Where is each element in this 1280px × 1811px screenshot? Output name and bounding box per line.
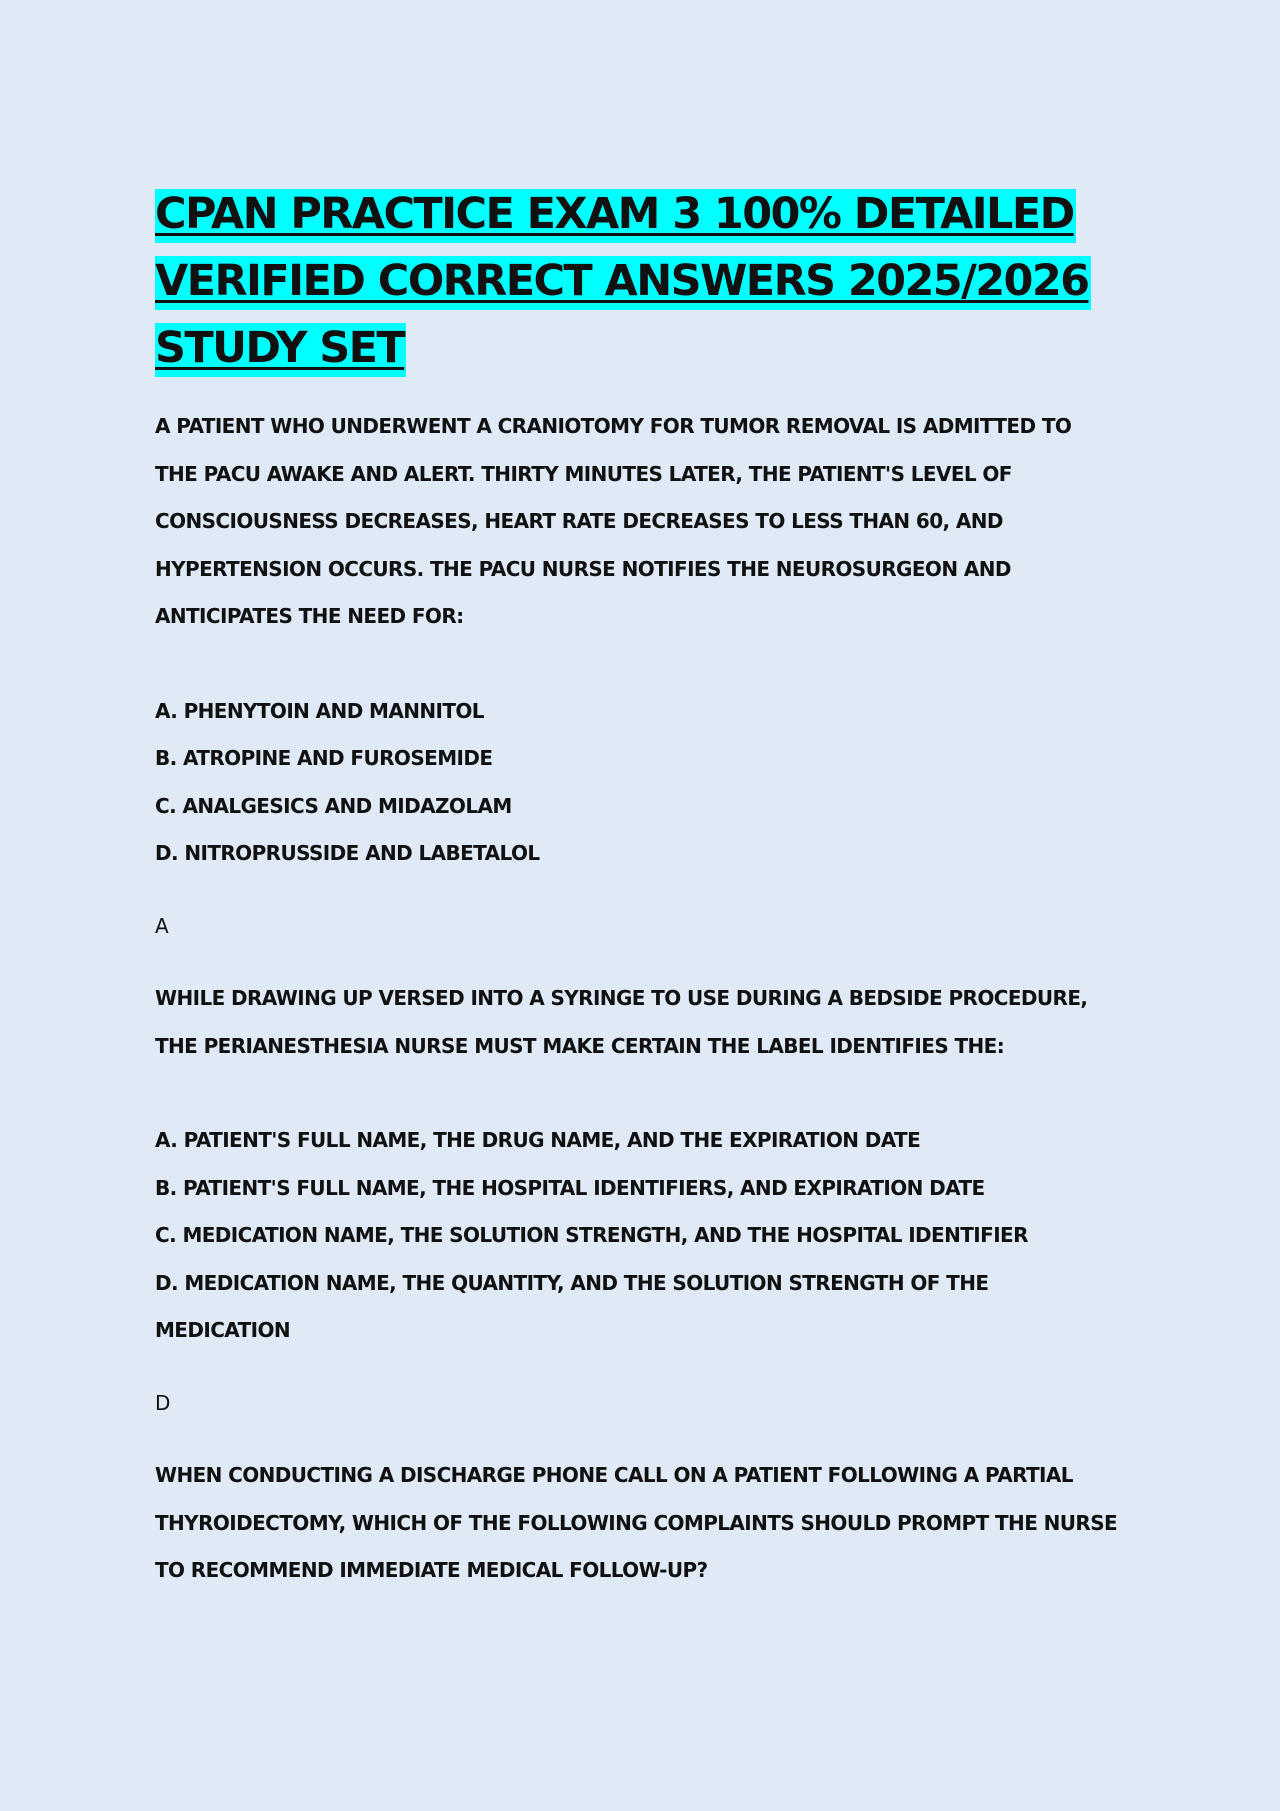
option-b: B. PATIENT'S FULL NAME, THE HOSPITAL IDENTIFIERS, AND EXPIRATION DATE [155,1175,985,1200]
option-d-continued: MEDICATION [155,1318,291,1342]
option-d: D. NITROPRUSSIDE AND LABETALOL [155,841,540,865]
stem-line: THE PACU AWAKE AND ALERT. THIRTY MINUTES LATER, THE PATIENT'S LEVEL OF [155,461,1012,486]
stem-line: WHEN CONDUCTING A DISCHARGE PHONE CALL ON A PATIENT FOLLOWING A PARTIAL [155,1463,1073,1487]
question-2-stem [155,975,1155,1070]
stem-line: CONSCIOUSNESS DECREASES, HEART RATE DECREASES TO LESS THAN 60, AND [155,509,1003,533]
stem-line: WHILE DRAWING UP VERSED INTO A SYRINGE TO USE DURING A BEDSIDE PROCEDURE, [155,986,1088,1010]
option-b: B. ATROPINE AND FUROSEMIDE [155,746,493,770]
option-c: C. MEDICATION NAME, THE SOLUTION STRENGTH, AND THE HOSPITAL IDENTIFIER [155,1223,1028,1247]
title-line: CPAN PRACTICE EXAM 3 100% DETAILED [155,181,1155,248]
question-3-stem [155,1452,1155,1595]
question-1-answer: A [155,913,169,938]
option-a: A. PHENYTOIN AND MANNITOL [155,698,484,723]
stem-line: ANTICIPATES THE NEED FOR: [155,604,464,628]
title-line: VERIFIED CORRECT ANSWERS 2025/2026 [155,248,1155,315]
stem-line: THE PERIANESTHESIA NURSE MUST MAKE CERTAIN THE LABEL IDENTIFIES THE: [155,1033,1005,1058]
stem-line: HYPERTENSION OCCURS. THE PACU NURSE NOTIFIES THE NEUROSURGEON AND [155,556,1011,581]
option-a: A. PATIENT'S FULL NAME, THE DRUG NAME, AND THE EXPIRATION DATE [155,1128,921,1152]
document-title [155,181,1155,382]
option-d: D. MEDICATION NAME, THE QUANTITY, AND THE SOLUTION STRENGTH OF THE [155,1270,989,1295]
question-list [155,403,1155,1595]
title-line: STUDY SET [155,315,1155,382]
stem-line: THYROIDECTOMY, WHICH OF THE FOLLOWING COMPLAINTS SHOULD PROMPT THE NURSE [155,1510,1118,1535]
question-1-options [155,688,1155,878]
question-2-answer: D [155,1390,171,1415]
stem-line: A PATIENT WHO UNDERWENT A CRANIOTOMY FOR TUMOR REMOVAL IS ADMITTED TO [155,414,1072,438]
option-c: C. ANALGESICS AND MIDAZOLAM [155,793,512,818]
stem-line: TO RECOMMEND IMMEDIATE MEDICAL FOLLOW-UP? [155,1558,708,1582]
question-1-stem [155,403,1155,641]
question-2-options [155,1117,1155,1355]
